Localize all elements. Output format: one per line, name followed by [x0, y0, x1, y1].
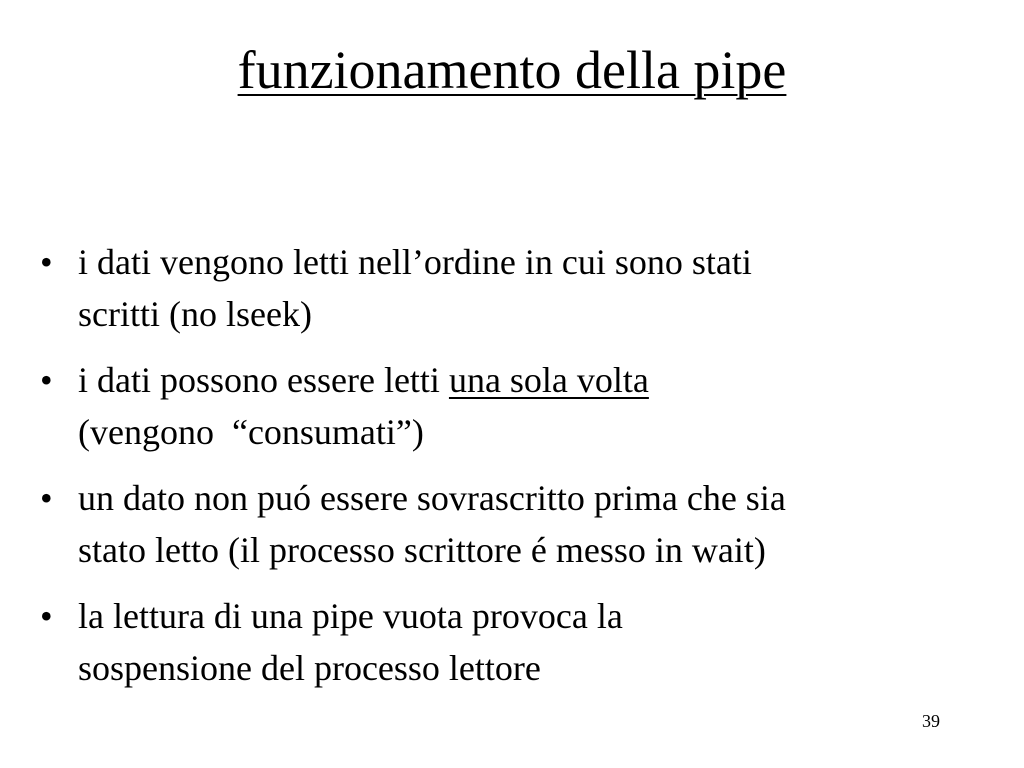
bullet-icon: • — [40, 242, 53, 282]
bullet-1-line-2: scritti (no lseek) — [78, 294, 312, 334]
slide-title-text: funzionamento della pipe — [237, 40, 787, 100]
bullet-4-line-2: sospensione del processo lettore — [78, 648, 541, 688]
page-number: 39 — [922, 711, 940, 731]
bullet-icon: • — [40, 360, 53, 400]
bullet-2-line-2: (vengono “consumati”) — [78, 412, 424, 452]
bullet-item-2 — [40, 354, 990, 458]
slide-title — [0, 38, 1024, 102]
bullet-3-line-1: un dato non puó essere sovrascritto prima che sia — [78, 478, 786, 518]
bullet-3-line-2: stato letto (il processo scrittore é messo in wait) — [78, 530, 766, 570]
bullet-item-3 — [40, 472, 990, 576]
bullet-2-line-1-text: i dati possono essere letti — [78, 360, 449, 400]
bullet-icon: • — [40, 478, 53, 518]
bullet-item-4 — [40, 590, 990, 694]
bullet-list — [40, 236, 990, 708]
bullet-4-line-1: la lettura di una pipe vuota provoca la — [78, 596, 623, 636]
bullet-1-line-1: i dati vengono letti nell’ordine in cui sono stati — [78, 242, 752, 282]
bullet-2-underlined-text: una sola volta — [448, 360, 649, 400]
bullet-item-1 — [40, 236, 990, 340]
bullet-icon: • — [40, 596, 53, 636]
